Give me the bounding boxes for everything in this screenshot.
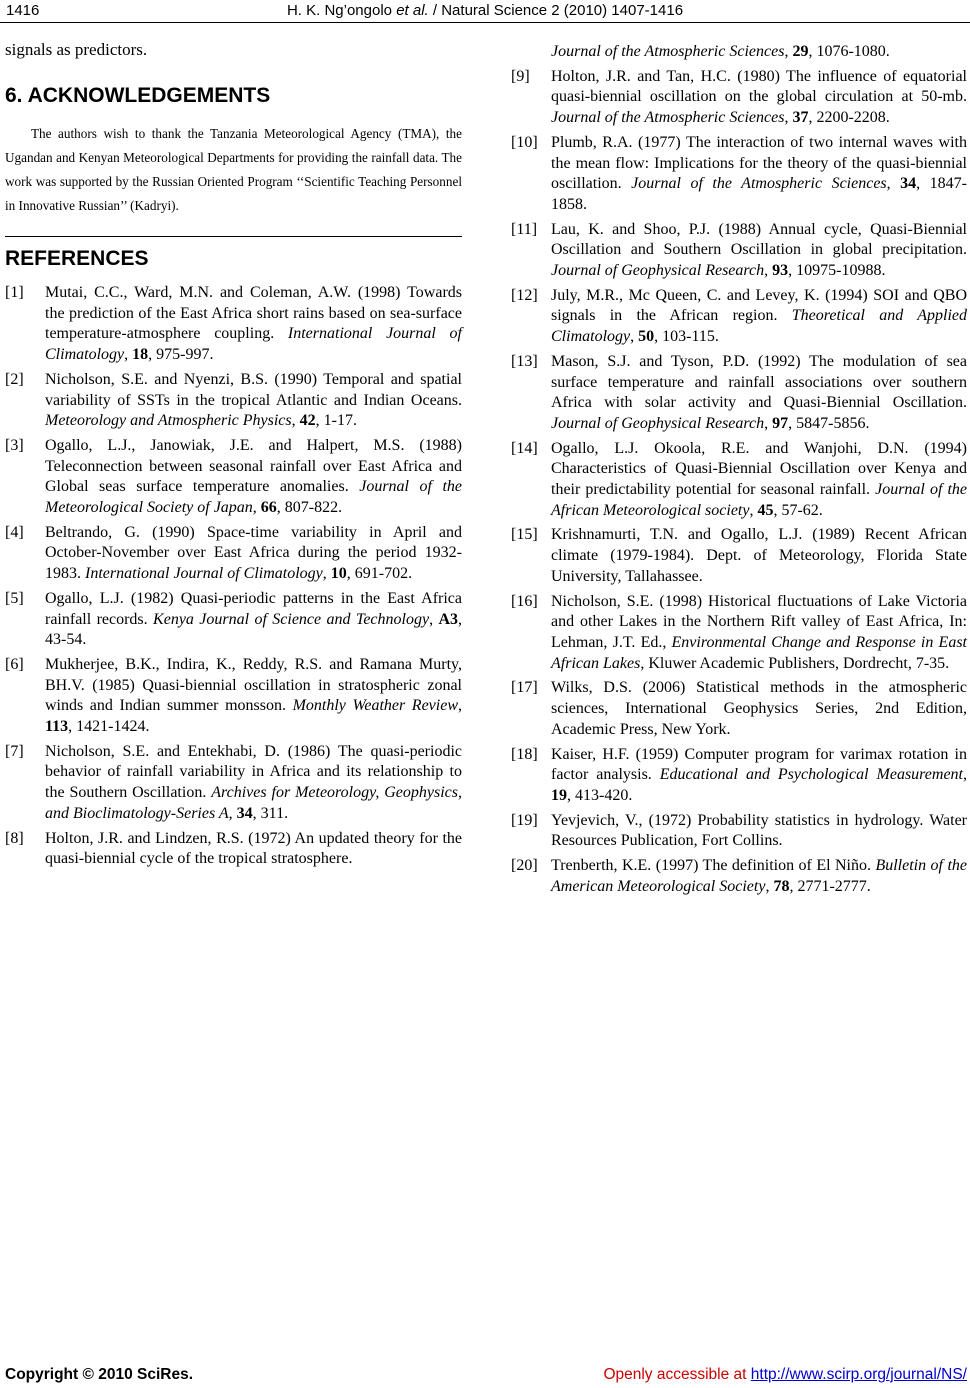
access-note: Openly accessible at http://www.scirp.org/journal/NS/ — [603, 1366, 967, 1383]
reference-item — [5, 655, 462, 738]
reference-item — [511, 67, 967, 129]
reference-number: [15] — [511, 526, 538, 544]
reference-item — [5, 742, 462, 825]
reference-text: Ogallo, L.J., Janowiak, J.E. and Halpert, M.S. (1988) Teleconnection between seasonal rainfall over East Africa and Global seas surface temperature anomalies. Journal of the Meteorological Society of Japan, 66, 807-822. — [45, 436, 463, 517]
reference-number: [4] — [5, 523, 24, 541]
reference-item — [511, 678, 967, 740]
volume: 37 — [792, 109, 809, 127]
reference-text: Holton, J.R. and Lindzen, R.S. (1972) An updated theory for the quasi-biennial cycle of the tropical stratosphere. — [45, 829, 462, 868]
reference-item — [511, 856, 967, 897]
journal-name: International Journal of Climatology — [45, 325, 462, 364]
reference-text: Mason, S.J. and Tyson, P.D. (1992) The modulation of sea surface temperature and rainfall associations over southern Africa with solar activity and Quasi-Biennial Oscillation. Journal of Geophysical Research, 97, 5847-5856. — [551, 352, 967, 432]
journal-name: Archives for Meteorology, Geophysics, and Bioclimatology-Series A — [45, 784, 462, 822]
reference-text: Ogallo, L.J. Okoola, R.E. and Wanjohi, D.N. (1994) Characteristics of Quasi-Biennial Oscillation over Kenya and their predictability potential for seasonal rainfall. Journal of the African Meteorological society, 45, 57-62. — [551, 439, 967, 519]
reference-number: [19] — [511, 811, 538, 829]
copyright: Copyright © 2010 SciRes. — [5, 1366, 194, 1383]
reference-number: [17] — [511, 679, 538, 697]
volume: 19 — [551, 786, 567, 804]
volume: A3 — [438, 610, 459, 628]
reference-number: [18] — [511, 745, 538, 763]
reference-item — [5, 283, 462, 366]
volume: 10 — [330, 565, 347, 583]
page-number: 1416 — [6, 2, 40, 19]
reference-text: Wilks, D.S. (2006) Statistical methods in the atmospheric sciences, International Geophysics Series, 2nd Edition, Academic Press, New York. — [551, 679, 967, 738]
journal-name: International Journal of Climatology — [85, 565, 323, 583]
reference-number: [2] — [5, 370, 24, 388]
page-footer — [0, 1362, 970, 1386]
volume: 78 — [773, 877, 790, 895]
reference-number: [16] — [511, 592, 538, 610]
journal-name: Monthly Weather Review — [292, 697, 458, 715]
reference-text: Beltrando, G. (1990) Space-time variability in April and October-November over East Africa during the period 1932-1983. International Journal of Climatology, 10, 691-702. — [45, 523, 462, 583]
reference-item — [511, 811, 967, 852]
reference-number: [5] — [5, 589, 24, 607]
reference-number: [12] — [511, 286, 538, 304]
journal-name: Journal of Geophysical Research — [551, 262, 765, 280]
running-header — [0, 0, 970, 23]
reference-list-right — [511, 67, 967, 898]
volume: 34 — [236, 804, 253, 822]
reference-text: Lau, K. and Shoo, P.J. (1988) Annual cycle, Quasi-Biennial Oscillation and Southern Oscillation in global precipitation. Journal of Geophysical Research, 93, 10975-10988. — [551, 220, 967, 280]
journal-name: Environmental Change and Response in East African Lakes — [551, 633, 967, 672]
journal-name: Journal of the Meteorological Society of Japan — [45, 478, 463, 517]
reference-item — [5, 523, 462, 585]
reference-number: [13] — [511, 352, 538, 370]
volume: 18 — [132, 346, 149, 364]
reference-number: [10] — [511, 133, 538, 151]
reference-continuation: Journal of the Atmospheric Sciences, 29, 1076-1080. — [551, 43, 890, 60]
reference-item — [511, 352, 967, 435]
journal-name: Journal of Geophysical Research — [551, 414, 765, 432]
reference-text: Trenberth, K.E. (1997) The definition of El Niño. Bulletin of the American Meteorological Society, 78, 2771-2777. — [551, 857, 968, 895]
reference-text: Nicholson, S.E. (1998) Historical fluctuations of Lake Victoria and other Lakes in the Northern Rift valley of East Africa, In: Lehman, J.T. Ed., Environmental Change and Response in East African Lakes, Kluwer Academic Publishers, Dordrecht, 7-35. — [551, 592, 967, 672]
reference-number: [7] — [5, 742, 24, 760]
reference-number: [1] — [5, 284, 24, 301]
volume: 42 — [299, 412, 316, 430]
reference-item — [511, 525, 967, 587]
reference-text: Mukherjee, B.K., Indira, K., Reddy, R.S. and Ramana Murty, BH.V. (1985) Quasi-biennial oscillation in stratospheric zonal winds and Indian summer monsson. Monthly Weather Review, 113, 1421-1424. — [45, 655, 462, 736]
volume: 66 — [260, 499, 277, 517]
journal-name: Journal of the Atmospheric Sciences — [551, 109, 785, 127]
reference-item — [511, 133, 967, 216]
journal-name: Educational and Psychological Measurement — [659, 766, 964, 784]
journal-name: Journal of the Atmospheric Sciences — [631, 175, 887, 193]
reference-item — [5, 370, 462, 432]
intro-fragment: signals as predictors. — [5, 40, 148, 59]
reference-text: Mutai, C.C., Ward, M.N. and Coleman, A.W. (1998) Towards the prediction of the East Africa short rains based on sea-surface temperature-atmosphere coupling. International Journal of Climatology, 18, 975-997. — [45, 284, 462, 364]
reference-text: Nicholson, S.E. and Entekhabi, D. (1986) The quasi-periodic behavior of rainfall variability in Africa and its relationship to the Southern Oscillation. Archives for Meteorology, Geophysics, and Bioclimatology-Series A, 34, 311. — [45, 742, 462, 822]
reference-number: [8] — [5, 829, 24, 847]
reference-item — [511, 220, 967, 282]
reference-number: [11] — [511, 220, 538, 238]
reference-text: July, M.R., Mc Queen, C. and Levey, K. (1994) SOI and QBO signals in the African region. Theoretical and Applied Climatology, 50, 103-115. — [551, 286, 967, 346]
reference-text: Ogallo, L.J. (1982) Quasi-periodic patterns in the East Africa rainfall records. Kenya Journal of Science and Technology, A3, 43-54. — [45, 589, 463, 649]
reference-text: Nicholson, S.E. and Nyenzi, B.S. (1990) Temporal and spatial variability of SSTs in the tropical Atlantic and Indian Oceans. Meteorology and Atmospheric Physics, 42, 1-17. — [45, 370, 462, 430]
reference-text: Plumb, R.A. (1977) The interaction of two internal waves with the mean flow: Implications for the theory of the quasi-biennial oscillation. Journal of the Atmospheric Sciences, 34, 1847- 1858. — [551, 133, 968, 213]
journal-name: Theoretical and Applied Climatology — [551, 307, 967, 346]
reference-text: Kaiser, H.F. (1959) Computer program for varimax rotation in factor analysis. Educational and Psychological Measurement, 19, 413-420. — [551, 745, 968, 804]
volume: 97 — [772, 414, 789, 432]
reference-number: [14] — [511, 439, 538, 457]
reference-text: Holton, J.R. and Tan, H.C. (1980) The influence of equatorial quasi-biennial oscillation on the global circulation at 50-mb. Journal of the Atmospheric Sciences, 37, 2200-2208. — [551, 67, 967, 127]
reference-number: [3] — [5, 436, 24, 454]
ack-heading: 6. ACKNOWLEDGEMENTS — [5, 84, 271, 107]
section-rule — [5, 236, 462, 237]
ack-text: The authors wish to thank the Tanzania Meteorological Agency (TMA), the Ugandan and Kenyan Meteorological Departments for providing the rainfall data. The work was supported by the Russian Oriented Program ‘‘Scientific Teaching Personnel in Innovative Russian’’ (Kadryi). — [5, 126, 462, 213]
reference-item — [511, 286, 967, 348]
reference-item — [5, 436, 462, 519]
right-column — [511, 42, 967, 901]
journal-name: Meteorology and Atmospheric Physics — [45, 412, 292, 430]
reference-item — [511, 745, 967, 807]
journal-name: Journal of the African Meteorological society — [551, 481, 967, 519]
volume: 50 — [638, 328, 655, 346]
reference-text: Krishnamurti, T.N. and Ogallo, L.J. (1989) Recent African climate (1979-1984). Dept. of Meteorology, Florida State University, Tallahassee. — [551, 526, 967, 585]
reference-number: [9] — [511, 67, 530, 85]
left-column — [5, 40, 462, 874]
journal-name: Kenya Journal of Science and Technology — [153, 610, 430, 628]
volume: 34 — [900, 175, 917, 193]
reference-number: [20] — [511, 857, 538, 875]
volume: 93 — [772, 262, 789, 280]
volume: 45 — [757, 501, 774, 519]
journal-name: Bulletin of the American Meteorological Society — [551, 857, 968, 895]
reference-item — [5, 829, 462, 870]
journal-link[interactable]: http://www.scirp.org/journal/NS/ — [750, 1366, 967, 1383]
reference-item — [5, 589, 462, 651]
running-title: H. K. Ng’ongolo et al. / Natural Science 2 (2010) 1407-1416 — [286, 2, 684, 19]
reference-item — [511, 592, 967, 675]
reference-list-left — [5, 283, 462, 870]
references-heading: REFERENCES — [5, 247, 149, 270]
reference-number: [6] — [5, 655, 24, 673]
reference-text: Yevjevich, V., (1972) Probability statistics in hydrology. Water Resources Publication, Fort Collins. — [551, 811, 967, 850]
volume: 113 — [45, 718, 69, 736]
reference-item — [511, 439, 967, 522]
